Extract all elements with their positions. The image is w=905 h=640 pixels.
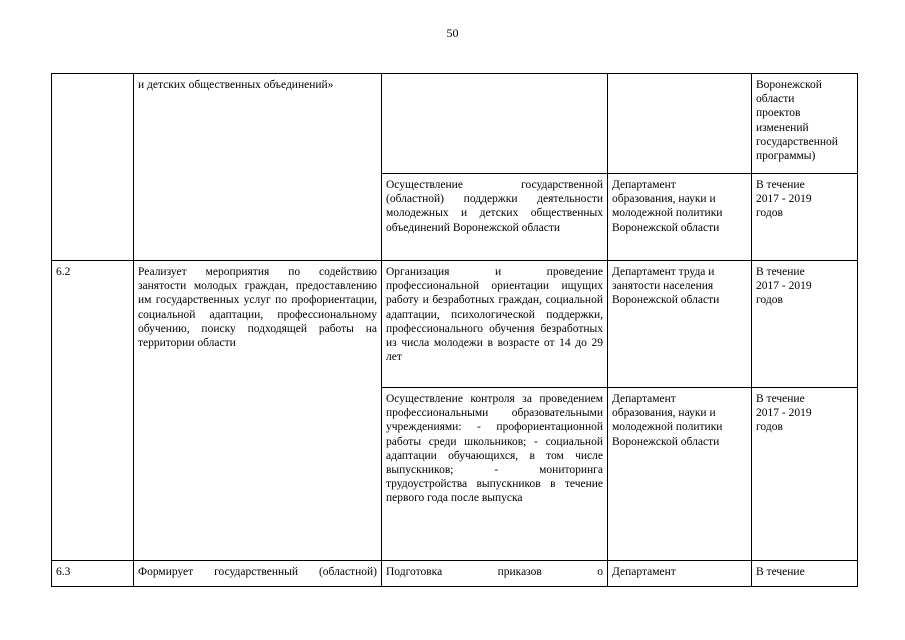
row-number-cell: 6.3 [52, 561, 134, 587]
program-table [51, 73, 858, 587]
row-number-cell [52, 174, 134, 261]
task-cell: Формирует государственный (областной) [134, 561, 382, 587]
deadline-cell: В течение 2017 - 2019 годов [752, 174, 858, 261]
action-cell: Осуществление государственной (областной) поддержки деятельности молодежных и детских общественных объединений Воронежской области [382, 174, 608, 261]
table-row [52, 174, 858, 261]
table-row [52, 74, 858, 174]
executor-cell: Департамент образования, науки и молодежной политики Воронежской области [608, 388, 752, 561]
row-number-cell [52, 74, 134, 174]
action-cell: Осуществление контроля за проведением профессиональными образовательными учреждениями: - профориентационной работы среди школьников; - социальной адаптации обучающихся, в том числе выпускников; - мониторинга трудоустройства выпускников в течение первого года после выпуска [382, 388, 608, 561]
task-cell: Реализует мероприятия по содействию занятости молодых граждан, предоставлению им государственных услуг по профориентации, социальной адаптации, профессиональному обучению, поиску подходящей работы на территории области [134, 261, 382, 388]
executor-cell: Департамент [608, 561, 752, 587]
table-row [52, 261, 858, 388]
task-cell: и детских общественных объединений» [134, 74, 382, 174]
deadline-cell: Воронежской области проектов изменений государственной программы) [752, 74, 858, 174]
table-row [52, 561, 858, 587]
task-cell [134, 174, 382, 261]
action-cell: Организация и проведение профессиональной ориентации ищущих работу и безработных граждан, социальной адаптации, психологической поддержки, профессионального обучения безработных из числа молодежи в возрасте от 14 до 29 лет [382, 261, 608, 388]
deadline-cell: В течение 2017 - 2019 годов [752, 261, 858, 388]
table-row [52, 388, 858, 561]
task-cell [134, 388, 382, 561]
executor-cell: Департамент труда и занятости населения Воронежской области [608, 261, 752, 388]
deadline-cell: В течение [752, 561, 858, 587]
row-number-cell [52, 388, 134, 561]
deadline-cell: В течение 2017 - 2019 годов [752, 388, 858, 561]
page-number: 50 [446, 26, 459, 40]
row-number-cell: 6.2 [52, 261, 134, 388]
executor-cell: Департамент образования, науки и молодежной политики Воронежской области [608, 174, 752, 261]
action-cell [382, 74, 608, 174]
action-cell: Подготовка приказов о [382, 561, 608, 587]
executor-cell [608, 74, 752, 174]
